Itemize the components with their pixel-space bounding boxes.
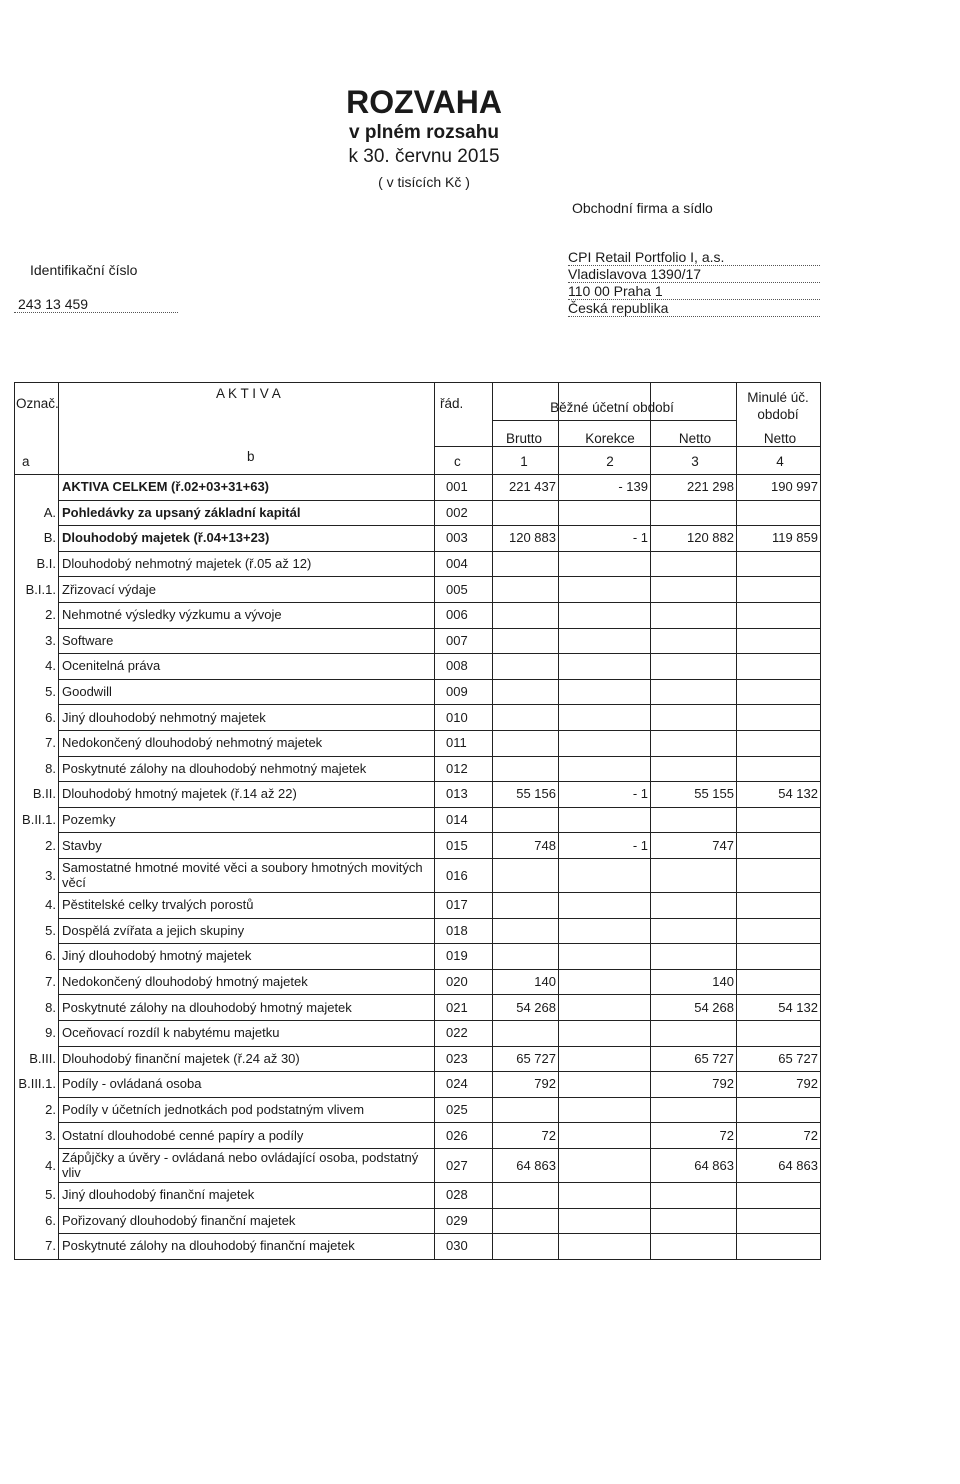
row-rad: 005: [446, 581, 468, 597]
row-code: 6.: [45, 948, 56, 964]
row-rad: 019: [446, 948, 468, 964]
table-row: [14, 1046, 820, 1072]
row-rad: 029: [446, 1212, 468, 1228]
row-code: B.III.: [29, 1050, 56, 1066]
table-row: [14, 1122, 820, 1148]
row-rad: 007: [446, 632, 468, 648]
row-rad: 002: [446, 504, 468, 520]
document-title: ROZVAHA: [346, 84, 502, 120]
row-label: Nedokončený dlouhodobý nehmotný majetek: [62, 735, 323, 751]
row-rad: 017: [446, 897, 468, 913]
row-prev: 54 132: [778, 999, 818, 1015]
row-rad: 014: [446, 812, 468, 828]
row-brutto: 792: [534, 1076, 556, 1092]
row-code: B.I.1.: [25, 581, 56, 597]
row-rad: 010: [446, 709, 468, 725]
row-rad: 016: [446, 867, 468, 883]
table-row: [14, 628, 820, 654]
row-code: 6.: [45, 709, 56, 725]
row-label: Jiný dlouhodobý finanční majetek: [62, 1187, 255, 1203]
row-rad: 018: [446, 922, 468, 938]
table-row: [14, 576, 820, 602]
row-label: Poskytnuté zálohy na dlouhodobý hmotný majetek: [62, 999, 352, 1015]
row-brutto: 54 268: [516, 999, 556, 1015]
row-rad: 001: [446, 479, 468, 495]
row-rad: 027: [446, 1157, 468, 1173]
row-label: Zřizovací výdaje: [62, 581, 156, 597]
row-netto: 140: [712, 974, 734, 990]
row-label: Dlouhodobý majetek (ř.04+13+23): [62, 530, 270, 546]
row-korekce: - 1: [632, 837, 648, 853]
row-label: Dlouhodobý nehmotný majetek (ř.05 až 12): [62, 556, 312, 572]
row-label: AKTIVA CELKEM (ř.02+03+31+63): [62, 479, 269, 495]
header-bezne-obdobi: Běžné účetní období: [550, 400, 674, 415]
document-unit: ( v tisících Kč ): [378, 174, 470, 190]
row-rad: 012: [446, 760, 468, 776]
row-code: 3.: [45, 867, 56, 883]
table-row: [14, 1208, 820, 1234]
firm-label: Obchodní firma a sídlo: [572, 200, 713, 216]
row-label-cont: vliv: [62, 1165, 81, 1180]
row-label: Software: [62, 632, 114, 648]
row-code: 8.: [45, 760, 56, 776]
row-code: 2.: [45, 837, 56, 853]
row-code: 4.: [45, 658, 56, 674]
row-korekce: - 1: [632, 530, 648, 546]
table-row: [14, 525, 820, 551]
row-netto: 72: [719, 1127, 734, 1143]
header-col-c: c: [454, 454, 461, 469]
row-label: Nedokončený dlouhodobý hmotný majetek: [62, 974, 308, 990]
row-korekce: - 1: [632, 786, 648, 802]
row-brutto: 55 156: [516, 786, 556, 802]
table-row: [14, 969, 820, 995]
row-prev: 54 132: [778, 786, 818, 802]
row-label: Dlouhodobý finanční majetek (ř.24 až 30): [62, 1050, 300, 1066]
row-code: 9.: [45, 1025, 56, 1041]
table-row: [14, 1233, 820, 1259]
row-label: Ocenitelná práva: [62, 658, 161, 674]
row-brutto: 64 863: [516, 1157, 556, 1173]
table-row: [14, 994, 820, 1020]
row-code: 7.: [45, 1238, 56, 1254]
grid-hline: [434, 446, 820, 447]
row-rad: 015: [446, 837, 468, 853]
row-brutto: 140: [534, 974, 556, 990]
row-code: 6.: [45, 1212, 56, 1228]
grid-hline: [14, 1259, 820, 1260]
row-label: Podíly - ovládaná osoba: [62, 1076, 202, 1092]
row-code: 2.: [45, 1102, 56, 1118]
table-row: [14, 832, 820, 858]
row-label: Pěstitelské celky trvalých porostů: [62, 897, 254, 913]
header-rad: řád.: [440, 396, 464, 411]
row-rad: 008: [446, 658, 468, 674]
table-row: [14, 730, 820, 756]
firm-line-street: Vladislavova 1390/17: [568, 266, 820, 283]
row-prev: 119 859: [771, 530, 818, 546]
row-code: 5.: [45, 1187, 56, 1203]
balance-sheet-table: [14, 382, 820, 1260]
table-row: [14, 1148, 820, 1182]
row-code: B.III.1.: [18, 1076, 56, 1092]
row-netto: 792: [712, 1076, 734, 1092]
row-code: 5.: [45, 922, 56, 938]
row-rad: 003: [446, 530, 468, 546]
table-row: [14, 474, 820, 500]
row-brutto: 748: [534, 837, 556, 853]
row-code: 4.: [45, 897, 56, 913]
row-brutto: 65 727: [516, 1050, 556, 1066]
row-rad: 025: [446, 1102, 468, 1118]
header-col-3: 3: [691, 454, 699, 469]
table-row: [14, 653, 820, 679]
row-code: 3.: [45, 632, 56, 648]
header-col-a: a: [22, 454, 30, 469]
table-row: [14, 1097, 820, 1123]
row-label-cont: věcí: [62, 875, 86, 890]
row-code: B.: [43, 530, 56, 546]
row-code: 4.: [45, 1157, 56, 1173]
table-row: [14, 781, 820, 807]
row-rad: 020: [446, 974, 468, 990]
row-label: Jiný dlouhodobý nehmotný majetek: [62, 709, 266, 725]
row-code: B.I.: [36, 556, 56, 572]
row-code: 3.: [45, 1127, 56, 1143]
header-col-4: 4: [776, 454, 784, 469]
table-row: [14, 756, 820, 782]
firm-line-name: CPI Retail Portfolio I, a.s.: [568, 249, 820, 266]
table-row: [14, 679, 820, 705]
row-prev: 65 727: [778, 1050, 818, 1066]
table-row: [14, 704, 820, 730]
row-korekce: - 139: [618, 479, 648, 495]
table-row: [14, 500, 820, 526]
row-label: Pořizovaný dlouhodobý finanční majetek: [62, 1212, 296, 1228]
row-rad: 028: [446, 1187, 468, 1203]
document-date: k 30. červnu 2015: [348, 146, 500, 167]
row-label: Dospělá zvířata a jejich skupiny: [62, 922, 245, 938]
header-col-b: b: [247, 449, 255, 464]
row-label: Poskytnuté zálohy na dlouhodobý finanční majetek: [62, 1238, 355, 1254]
header-netto: Netto: [678, 431, 712, 446]
row-code: B.II.: [32, 786, 56, 802]
row-rad: 006: [446, 607, 468, 623]
row-label: Goodwill: [62, 684, 112, 700]
row-code: 7.: [45, 974, 56, 990]
row-label: Zápůjčky a úvěry - ovládaná nebo ovládající osoba, podstatný: [62, 1150, 419, 1165]
firm-line-country: Česká republika: [568, 300, 820, 317]
row-netto: 221 298: [687, 479, 734, 495]
table-row: [14, 943, 820, 969]
row-netto: 55 155: [694, 786, 734, 802]
row-label: Dlouhodobý hmotný majetek (ř.14 až 22): [62, 786, 297, 802]
row-netto: 65 727: [694, 1050, 734, 1066]
row-rad: 004: [446, 556, 468, 572]
row-code: 8.: [45, 999, 56, 1015]
row-code: A.: [43, 504, 56, 520]
table-row: [14, 892, 820, 918]
table-row: [14, 1020, 820, 1046]
row-brutto: 72: [541, 1127, 556, 1143]
row-rad: 026: [446, 1127, 468, 1143]
row-prev: 72: [803, 1127, 818, 1143]
header-aktiva: A K T I V A: [216, 386, 281, 401]
row-label: Stavby: [62, 837, 102, 853]
row-rad: 009: [446, 684, 468, 700]
row-rad: 023: [446, 1050, 468, 1066]
row-netto: 64 863: [694, 1157, 734, 1173]
row-rad: 013: [446, 786, 468, 802]
table-row: [14, 807, 820, 833]
row-code: B.II.1.: [22, 812, 56, 828]
row-label: Pozemky: [62, 812, 116, 828]
row-netto: 747: [712, 837, 734, 853]
header-col-1: 1: [520, 454, 528, 469]
row-netto: 54 268: [694, 999, 734, 1015]
row-label: Jiný dlouhodobý hmotný majetek: [62, 948, 252, 964]
header-minule-line1: Minulé úč.: [747, 390, 809, 405]
row-code: 2.: [45, 607, 56, 623]
firm-line-city: 110 00 Praha 1: [568, 283, 820, 300]
row-prev: 190 997: [771, 479, 818, 495]
row-netto: 120 882: [687, 530, 734, 546]
row-label: Oceňovací rozdíl k nabytému majetku: [62, 1025, 280, 1041]
row-label: Nehmotné výsledky výzkumu a vývoje: [62, 607, 282, 623]
row-label: Podíly v účetních jednotkách pod podstatným vlivem: [62, 1102, 365, 1118]
row-brutto: 120 883: [509, 530, 556, 546]
row-prev: 792: [796, 1076, 818, 1092]
row-brutto: 221 437: [509, 479, 556, 495]
table-row: [14, 551, 820, 577]
row-label: Poskytnuté zálohy na dlouhodobý nehmotný majetek: [62, 760, 367, 776]
header-minule-line2: období: [757, 407, 799, 422]
header-netto-prev: Netto: [763, 431, 797, 446]
header-col-2: 2: [606, 454, 614, 469]
header-korekce: Korekce: [585, 431, 635, 446]
row-prev: 64 863: [778, 1157, 818, 1173]
row-label: Pohledávky za upsaný základní kapitál: [62, 504, 301, 520]
row-code: 7.: [45, 735, 56, 751]
header-brutto: Brutto: [505, 431, 543, 446]
grid-hline: [492, 420, 736, 421]
grid-hline: [14, 382, 820, 383]
row-code: 5.: [45, 684, 56, 700]
grid-vline: [820, 382, 821, 1260]
id-label: Identifikační číslo: [30, 262, 138, 278]
table-row: [14, 858, 820, 892]
table-row: [14, 918, 820, 944]
table-row: [14, 602, 820, 628]
header-oznac: Označ.: [16, 396, 59, 411]
row-rad: 024: [446, 1076, 468, 1092]
table-row: [14, 1182, 820, 1208]
table-row: [14, 1071, 820, 1097]
row-rad: 022: [446, 1025, 468, 1041]
document-subtitle: v plném rozsahu: [349, 122, 499, 143]
row-rad: 030: [446, 1238, 468, 1254]
row-rad: 011: [446, 735, 467, 751]
row-rad: 021: [446, 999, 468, 1015]
row-label: Ostatní dlouhodobé cenné papíry a podíly: [62, 1127, 304, 1143]
id-value: 243 13 459: [14, 296, 178, 313]
row-label: Samostatné hmotné movité věci a soubory hmotných movitých: [62, 860, 423, 875]
